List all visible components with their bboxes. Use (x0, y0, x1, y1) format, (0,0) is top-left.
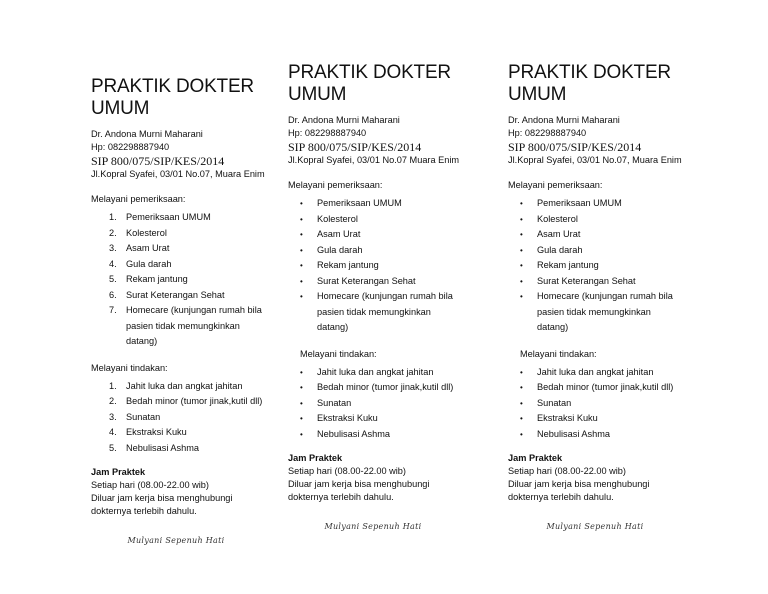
exam-list-item (288, 258, 518, 274)
brochure-3 (508, 62, 738, 531)
list-marker: • (300, 367, 303, 377)
exam-list-item (508, 289, 738, 336)
list-marker: 1. (109, 380, 117, 391)
hours-heading: Jam Praktek (91, 467, 146, 477)
doctor-name: Dr. Andona Murni Maharani (91, 129, 203, 139)
action-list-item (508, 380, 738, 396)
list-item-text: Pemeriksaan UMUM (537, 198, 622, 208)
list-item-text: Rekam jantung (317, 260, 379, 270)
list-marker: • (520, 292, 523, 301)
exam-list-item (288, 289, 518, 336)
exam-heading: Melayani pemeriksaan: (508, 180, 603, 190)
list-marker: • (300, 383, 303, 392)
exam-heading: Melayani pemeriksaan: (91, 194, 186, 204)
list-item-text: Bedah minor (tumor jinak,kutil dll) (317, 382, 454, 392)
list-marker: 2. (109, 227, 117, 238)
list-item-text: Homecare (kunjungan rumah bila (537, 291, 673, 301)
action-list-item (91, 379, 321, 395)
action-list-item (288, 365, 518, 381)
action-list (91, 379, 321, 457)
hours-line: Setiap hari (08.00-22.00 wib) (91, 480, 209, 490)
action-list (508, 365, 738, 443)
brochure-title (508, 62, 738, 106)
list-marker: • (300, 398, 303, 408)
action-heading: Melayani tindakan: (91, 362, 168, 373)
exam-list-item (508, 258, 738, 274)
exam-list-item (91, 303, 321, 350)
action-list-item (288, 380, 518, 396)
list-marker: • (520, 414, 523, 423)
action-list-item (508, 411, 738, 427)
list-item-text: Homecare (kunjungan rumah bila (317, 291, 453, 301)
signature: Mulyani Sepenuh Hati (127, 536, 225, 545)
action-list-item (508, 427, 738, 443)
action-list-item (91, 394, 321, 410)
note-line-1: Diluar jam kerja bisa menghubungi (91, 493, 233, 503)
exam-list-item (288, 243, 518, 259)
action-list-item (508, 396, 738, 412)
list-item-text: datang) (317, 322, 349, 332)
list-item-text: Asam Urat (126, 243, 170, 253)
list-item-text: Sunatan (126, 411, 161, 422)
exam-list-item (91, 257, 321, 273)
exam-list-item (288, 274, 518, 290)
doctor-name: Dr. Andona Murni Maharani (508, 115, 620, 125)
list-marker: 4. (109, 258, 117, 269)
phone-number: Hp: 082298887940 (288, 128, 367, 138)
list-marker: 2. (109, 396, 117, 406)
list-marker: • (300, 230, 303, 239)
hours-heading: Jam Praktek (508, 453, 563, 463)
list-item-text: Jahit luka dan angkat jahitan (317, 366, 434, 377)
brochure-title (288, 62, 518, 106)
list-item-text: Sunatan (317, 397, 352, 408)
list-item-text: Gula darah (537, 244, 583, 255)
action-list (288, 365, 518, 443)
action-list-item (91, 441, 321, 457)
list-marker: 3. (109, 243, 117, 253)
doctor-name: Dr. Andona Murni Maharani (288, 115, 400, 125)
list-item-text: Gula darah (317, 244, 363, 255)
signature: Mulyani Sepenuh Hati (546, 522, 644, 531)
phone-number: Hp: 082298887940 (91, 142, 170, 152)
list-marker: • (520, 245, 523, 255)
sip-number: SIP 800/075/SIP/KES/2014 (288, 140, 422, 154)
action-list-item (91, 410, 321, 426)
brochure-1 (91, 76, 321, 545)
address: Jl.Kopral Syafei, 03/01 No.07 Muara Enim (288, 155, 460, 165)
list-item-text: Jahit luka dan angkat jahitan (126, 380, 243, 391)
list-marker: • (300, 292, 303, 301)
title-line-1: PRAKTIK DOKTER (508, 62, 671, 83)
list-marker: 6. (109, 289, 117, 300)
action-list-item (288, 411, 518, 427)
exam-list-item (508, 227, 738, 243)
note-line-2: dokternya terlebih dahulu. (91, 506, 197, 516)
exam-list-item (288, 196, 518, 212)
list-item-text: Kolesterol (317, 213, 358, 224)
list-item-text: Gula darah (126, 258, 172, 269)
list-marker: • (300, 261, 303, 270)
note-line-2: dokternya terlebih dahulu. (288, 492, 394, 502)
title-line-2: UMUM (91, 98, 150, 119)
exam-list-item (288, 227, 518, 243)
list-marker: 3. (109, 411, 117, 422)
action-list-item (91, 425, 321, 441)
list-item-text: Surat Keterangan Sehat (317, 275, 416, 286)
address: Jl.Kopral Syafei, 03/01 No.07, Muara Enim (91, 169, 265, 179)
list-item-text: Pemeriksaan UMUM (126, 212, 211, 222)
action-list-item (288, 396, 518, 412)
list-item-text: Kolesterol (126, 227, 167, 238)
brochure-2 (288, 62, 518, 531)
list-item-text: Nebulisasi Ashma (317, 428, 391, 439)
note-line-1: Diluar jam kerja bisa menghubungi (288, 479, 430, 489)
list-marker: • (520, 383, 523, 392)
list-item-text: Nebulisasi Ashma (537, 428, 611, 439)
list-marker: 1. (109, 212, 117, 222)
list-item-text: datang) (126, 336, 158, 346)
list-item-text: pasien tidak memungkinkan (537, 306, 651, 317)
note-line-2: dokternya terlebih dahulu. (508, 492, 614, 502)
brochure-title (91, 76, 321, 120)
exam-list-item (508, 196, 738, 212)
exam-list-item (91, 272, 321, 288)
list-marker: • (300, 414, 303, 423)
action-heading: Melayani tindakan: (520, 348, 597, 359)
list-item-text: Asam Urat (537, 229, 581, 239)
exam-list-item (508, 212, 738, 228)
list-marker: • (520, 429, 523, 439)
title-line-1: PRAKTIK DOKTER (91, 76, 254, 97)
list-marker: • (520, 230, 523, 239)
title-line-2: UMUM (288, 84, 347, 105)
list-item-text: Asam Urat (317, 229, 361, 239)
exam-heading: Melayani pemeriksaan: (288, 180, 383, 190)
list-item-text: Jahit luka dan angkat jahitan (537, 366, 654, 377)
exam-list (288, 196, 518, 336)
title-line-2: UMUM (508, 84, 567, 105)
list-item-text: Bedah minor (tumor jinak,kutil dll) (537, 382, 674, 392)
list-marker: 5. (109, 274, 117, 284)
sip-number: SIP 800/075/SIP/KES/2014 (91, 154, 225, 168)
list-item-text: Ekstraksi Kuku (317, 413, 378, 423)
list-item-text: Kolesterol (537, 213, 578, 224)
exam-list-item (91, 210, 321, 226)
list-item-text: pasien tidak memungkinkan (126, 320, 240, 331)
note-line-1: Diluar jam kerja bisa menghubungi (508, 479, 650, 489)
list-marker: • (520, 276, 523, 286)
address: Jl.Kopral Syafei, 03/01 No.07, Muara Enim (508, 155, 682, 165)
hours-line: Setiap hari (08.00-22.00 wib) (508, 466, 626, 476)
list-item-text: Pemeriksaan UMUM (317, 198, 402, 208)
exam-list-item (91, 288, 321, 304)
action-list-item (288, 427, 518, 443)
list-item-text: Rekam jantung (126, 274, 188, 284)
exam-list (91, 210, 321, 350)
phone-number: Hp: 082298887940 (508, 128, 587, 138)
list-marker: 4. (109, 427, 117, 437)
exam-list-item (288, 212, 518, 228)
list-marker: • (300, 199, 303, 208)
list-item-text: Surat Keterangan Sehat (537, 275, 636, 286)
hours-heading: Jam Praktek (288, 453, 343, 463)
list-item-text: Homecare (kunjungan rumah bila (126, 305, 262, 315)
list-marker: • (520, 214, 523, 224)
action-heading: Melayani tindakan: (300, 348, 377, 359)
list-item-text: Sunatan (537, 397, 572, 408)
list-item-text: Ekstraksi Kuku (126, 427, 187, 437)
list-item-text: Bedah minor (tumor jinak,kutil dll) (126, 396, 263, 406)
sip-number: SIP 800/075/SIP/KES/2014 (508, 140, 642, 154)
list-marker: • (300, 429, 303, 439)
list-marker: • (300, 214, 303, 224)
title-line-1: PRAKTIK DOKTER (288, 62, 451, 83)
list-item-text: Nebulisasi Ashma (126, 442, 200, 453)
hours-line: Setiap hari (08.00-22.00 wib) (288, 466, 406, 476)
action-list-item (508, 365, 738, 381)
list-marker: 5. (109, 442, 117, 453)
list-marker: • (520, 367, 523, 377)
list-marker: • (520, 261, 523, 270)
signature: Mulyani Sepenuh Hati (324, 522, 422, 531)
list-item-text: Rekam jantung (537, 260, 599, 270)
list-item-text: Surat Keterangan Sehat (126, 289, 225, 300)
exam-list-item (91, 226, 321, 242)
exam-list-item (508, 243, 738, 259)
list-item-text: pasien tidak memungkinkan (317, 306, 431, 317)
list-marker: 7. (109, 305, 117, 315)
list-item-text: Ekstraksi Kuku (537, 413, 598, 423)
list-item-text: datang) (537, 322, 569, 332)
list-marker: • (520, 199, 523, 208)
list-marker: • (520, 398, 523, 408)
exam-list-item (508, 274, 738, 290)
list-marker: • (300, 276, 303, 286)
exam-list (508, 196, 738, 336)
exam-list-item (91, 241, 321, 257)
list-marker: • (300, 245, 303, 255)
